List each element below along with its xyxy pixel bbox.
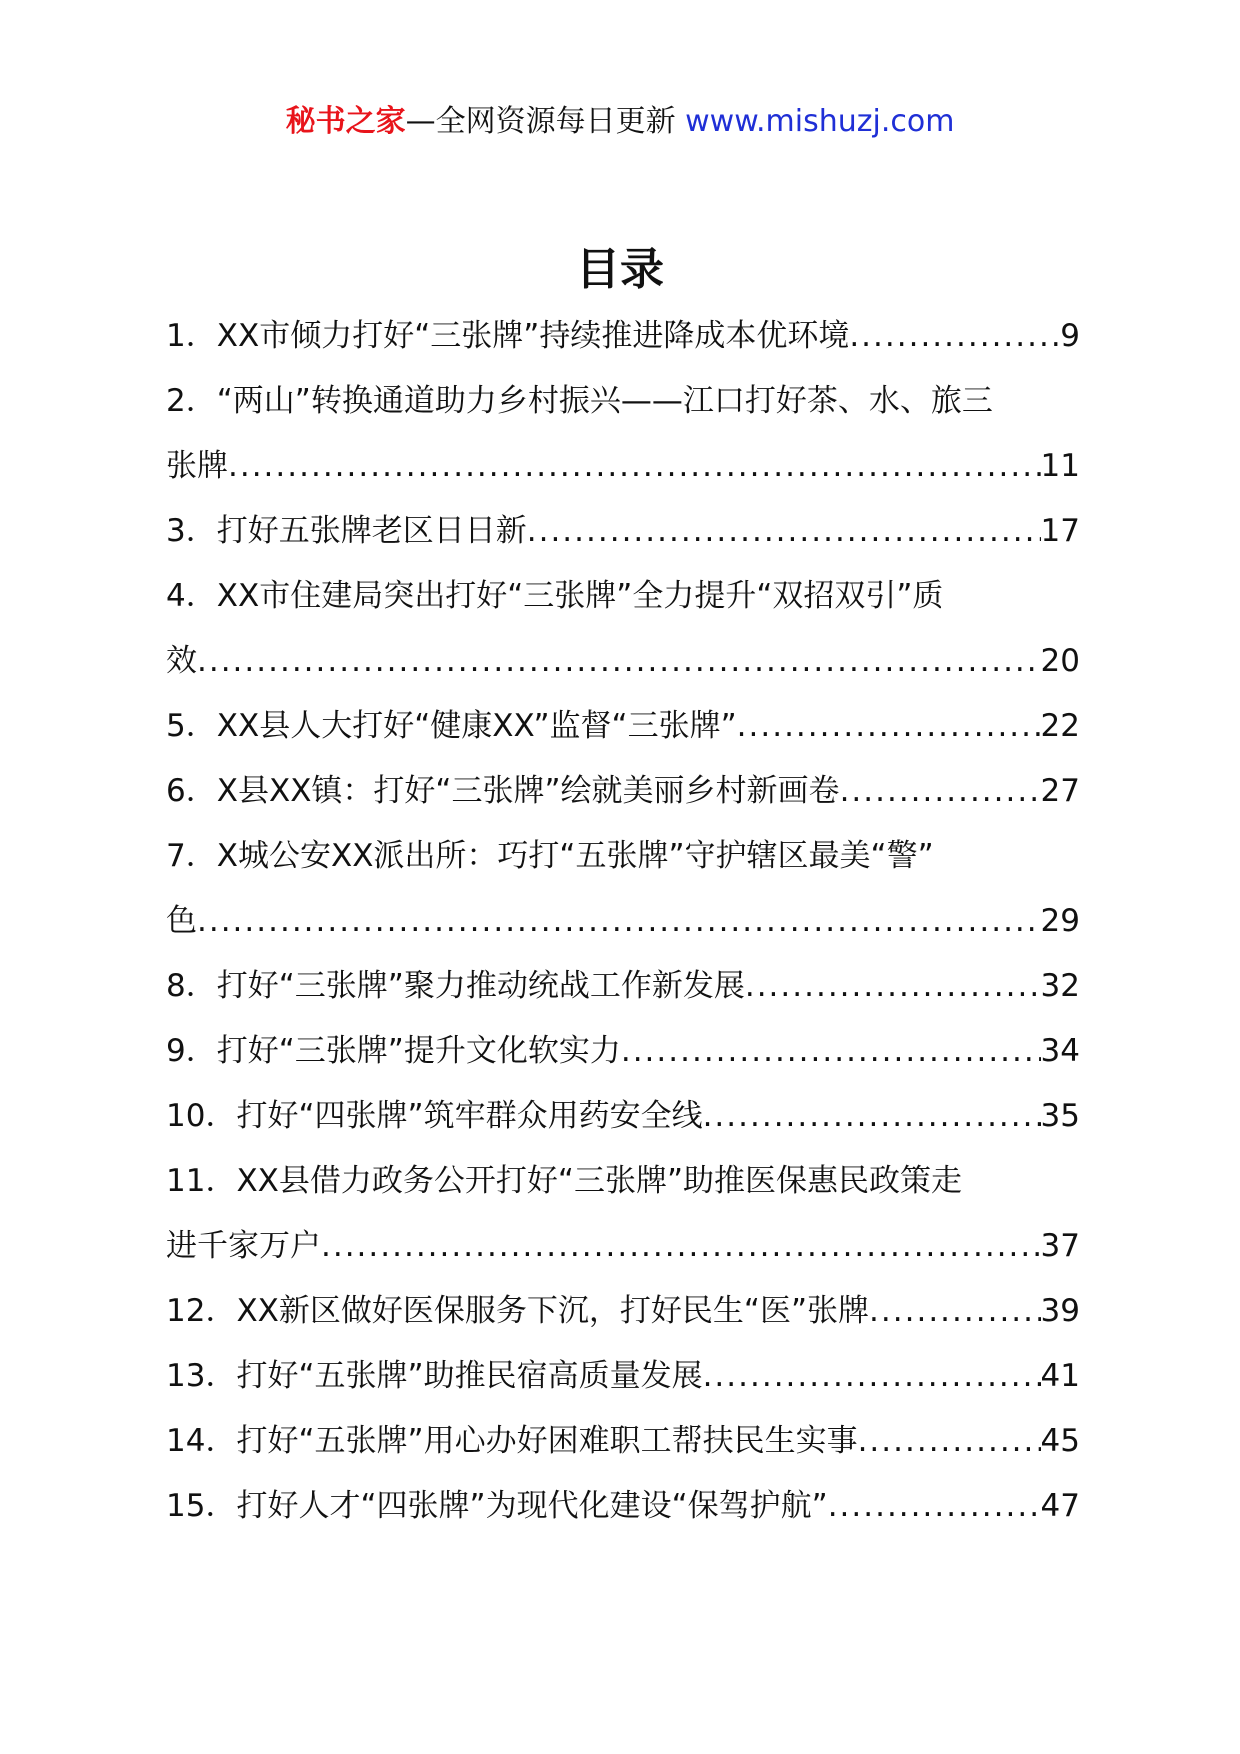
toc-entry-leader-line <box>166 1019 1080 1084</box>
toc-dot-leader <box>849 304 1060 369</box>
toc-page-number: 41 <box>1040 1358 1080 1394</box>
toc-entry-leader-line <box>166 1344 1080 1409</box>
toc-dot-leader <box>197 889 1041 954</box>
toc-entry-leader-line <box>166 1474 1080 1539</box>
toc-entry-leader-line <box>166 499 1080 564</box>
toc-entry-title: 进千家万户 <box>166 1228 321 1264</box>
toc-entry[interactable] <box>166 564 1080 694</box>
toc-page-number: 27 <box>1040 773 1080 809</box>
toc-entry-title: 色 <box>166 903 197 939</box>
toc-dot-leader <box>858 1409 1041 1474</box>
toc-entry-title-line: 7．X城公安XX派出所：巧打“五张牌”守护辖区最美“警” <box>166 838 934 874</box>
toc-entry-leader-line <box>166 694 1080 759</box>
toc-page-number: 11 <box>1040 448 1080 484</box>
toc-entry[interactable] <box>166 1344 1080 1409</box>
toc-entry-title: 5．XX县人大打好“健康XX”监督“三张牌” <box>166 708 737 744</box>
toc-entry-title: 9．打好“三张牌”提升文化软实力 <box>166 1033 621 1069</box>
toc-dot-leader <box>321 1214 1041 1279</box>
toc-entry-leader-line <box>166 889 1080 954</box>
toc-entry[interactable] <box>166 304 1080 369</box>
toc-entry[interactable] <box>166 1149 1080 1279</box>
toc-dot-leader <box>703 1084 1041 1149</box>
toc-entry[interactable] <box>166 1279 1080 1344</box>
toc-entry[interactable] <box>166 759 1080 824</box>
toc-dot-leader <box>621 1019 1041 1084</box>
toc-entry-title: 12．XX新区做好医保服务下沉，打好民生“医”张牌 <box>166 1293 870 1329</box>
toc-entry-leader-line <box>166 759 1080 824</box>
toc-dot-leader <box>745 954 1041 1019</box>
toc-entry-leader-line <box>166 1214 1080 1279</box>
toc-page-number: 45 <box>1040 1423 1080 1459</box>
toc-dot-leader <box>840 759 1041 824</box>
page-title: 目录 <box>576 244 664 295</box>
toc-entry-title: 13．打好“五张牌”助推民宿高质量发展 <box>166 1358 703 1394</box>
site-header <box>0 102 1240 142</box>
toc-dot-leader <box>197 629 1041 694</box>
toc-entry-title: 张牌 <box>166 448 228 484</box>
toc-entry-title-line: 4．XX市住建局突出打好“三张牌”全力提升“双招双引”质 <box>166 578 944 614</box>
toc-entry[interactable] <box>166 1409 1080 1474</box>
header-tagline: —全网资源每日更新 <box>405 104 686 139</box>
toc-page-number: 22 <box>1040 708 1080 744</box>
toc-dot-leader <box>737 694 1041 759</box>
toc-entry-title: 6．X县XX镇：打好“三张牌”绘就美丽乡村新画卷 <box>166 773 840 809</box>
toc-entry-title: 效 <box>166 643 197 679</box>
toc-entry-title-line: 2．“两山”转换通道助力乡村振兴——江口打好茶、水、旅三 <box>166 383 993 419</box>
toc-entry[interactable] <box>166 954 1080 1019</box>
toc-entry-leader-line <box>166 304 1080 369</box>
toc-page-number: 35 <box>1040 1098 1080 1134</box>
table-of-contents <box>166 304 1080 1539</box>
toc-page-number: 37 <box>1040 1228 1080 1264</box>
toc-entry-leader-line <box>166 434 1080 499</box>
toc-entry[interactable] <box>166 1084 1080 1149</box>
site-url-link[interactable]: www.mishuzj.com <box>685 104 955 139</box>
toc-entry-title-line: 11．XX县借力政务公开打好“三张牌”助推医保惠民政策走 <box>166 1163 963 1199</box>
toc-entry-title: 3．打好五张牌老区日日新 <box>166 513 527 549</box>
toc-entry-leader-line <box>166 1409 1080 1474</box>
toc-page-number: 47 <box>1040 1488 1080 1524</box>
toc-dot-leader <box>869 1279 1041 1344</box>
brand-name: 秘书之家 <box>285 104 406 139</box>
toc-entry[interactable] <box>166 1474 1080 1539</box>
toc-entry-leader-line <box>166 1279 1080 1344</box>
toc-page-number: 9 <box>1060 318 1080 354</box>
toc-page-number: 20 <box>1040 643 1080 679</box>
toc-page-number: 34 <box>1040 1033 1080 1069</box>
toc-entry[interactable] <box>166 369 1080 499</box>
toc-dot-leader <box>828 1474 1041 1539</box>
toc-page-number: 39 <box>1040 1293 1080 1329</box>
toc-entry[interactable] <box>166 1019 1080 1084</box>
toc-entry-title: 14．打好“五张牌”用心办好困难职工帮扶民生实事 <box>166 1423 858 1459</box>
toc-page-number: 29 <box>1040 903 1080 939</box>
toc-page-number: 17 <box>1040 513 1080 549</box>
toc-entry-title: 10．打好“四张牌”筑牢群众用药安全线 <box>166 1098 703 1134</box>
toc-entry-leader-line <box>166 629 1080 694</box>
toc-entry[interactable] <box>166 824 1080 954</box>
toc-entry[interactable] <box>166 499 1080 564</box>
toc-entry[interactable] <box>166 694 1080 759</box>
toc-entry-leader-line <box>166 1084 1080 1149</box>
toc-dot-leader <box>228 434 1041 499</box>
toc-dot-leader <box>527 499 1041 564</box>
toc-entry-leader-line <box>166 954 1080 1019</box>
toc-entry-title: 1．XX市倾力打好“三张牌”持续推进降成本优环境 <box>166 318 850 354</box>
toc-entry-title: 15．打好人才“四张牌”为现代化建设“保驾护航” <box>166 1488 828 1524</box>
toc-page-number: 32 <box>1040 968 1080 1004</box>
toc-entry-title: 8．打好“三张牌”聚力推动统战工作新发展 <box>166 968 745 1004</box>
toc-dot-leader <box>703 1344 1041 1409</box>
